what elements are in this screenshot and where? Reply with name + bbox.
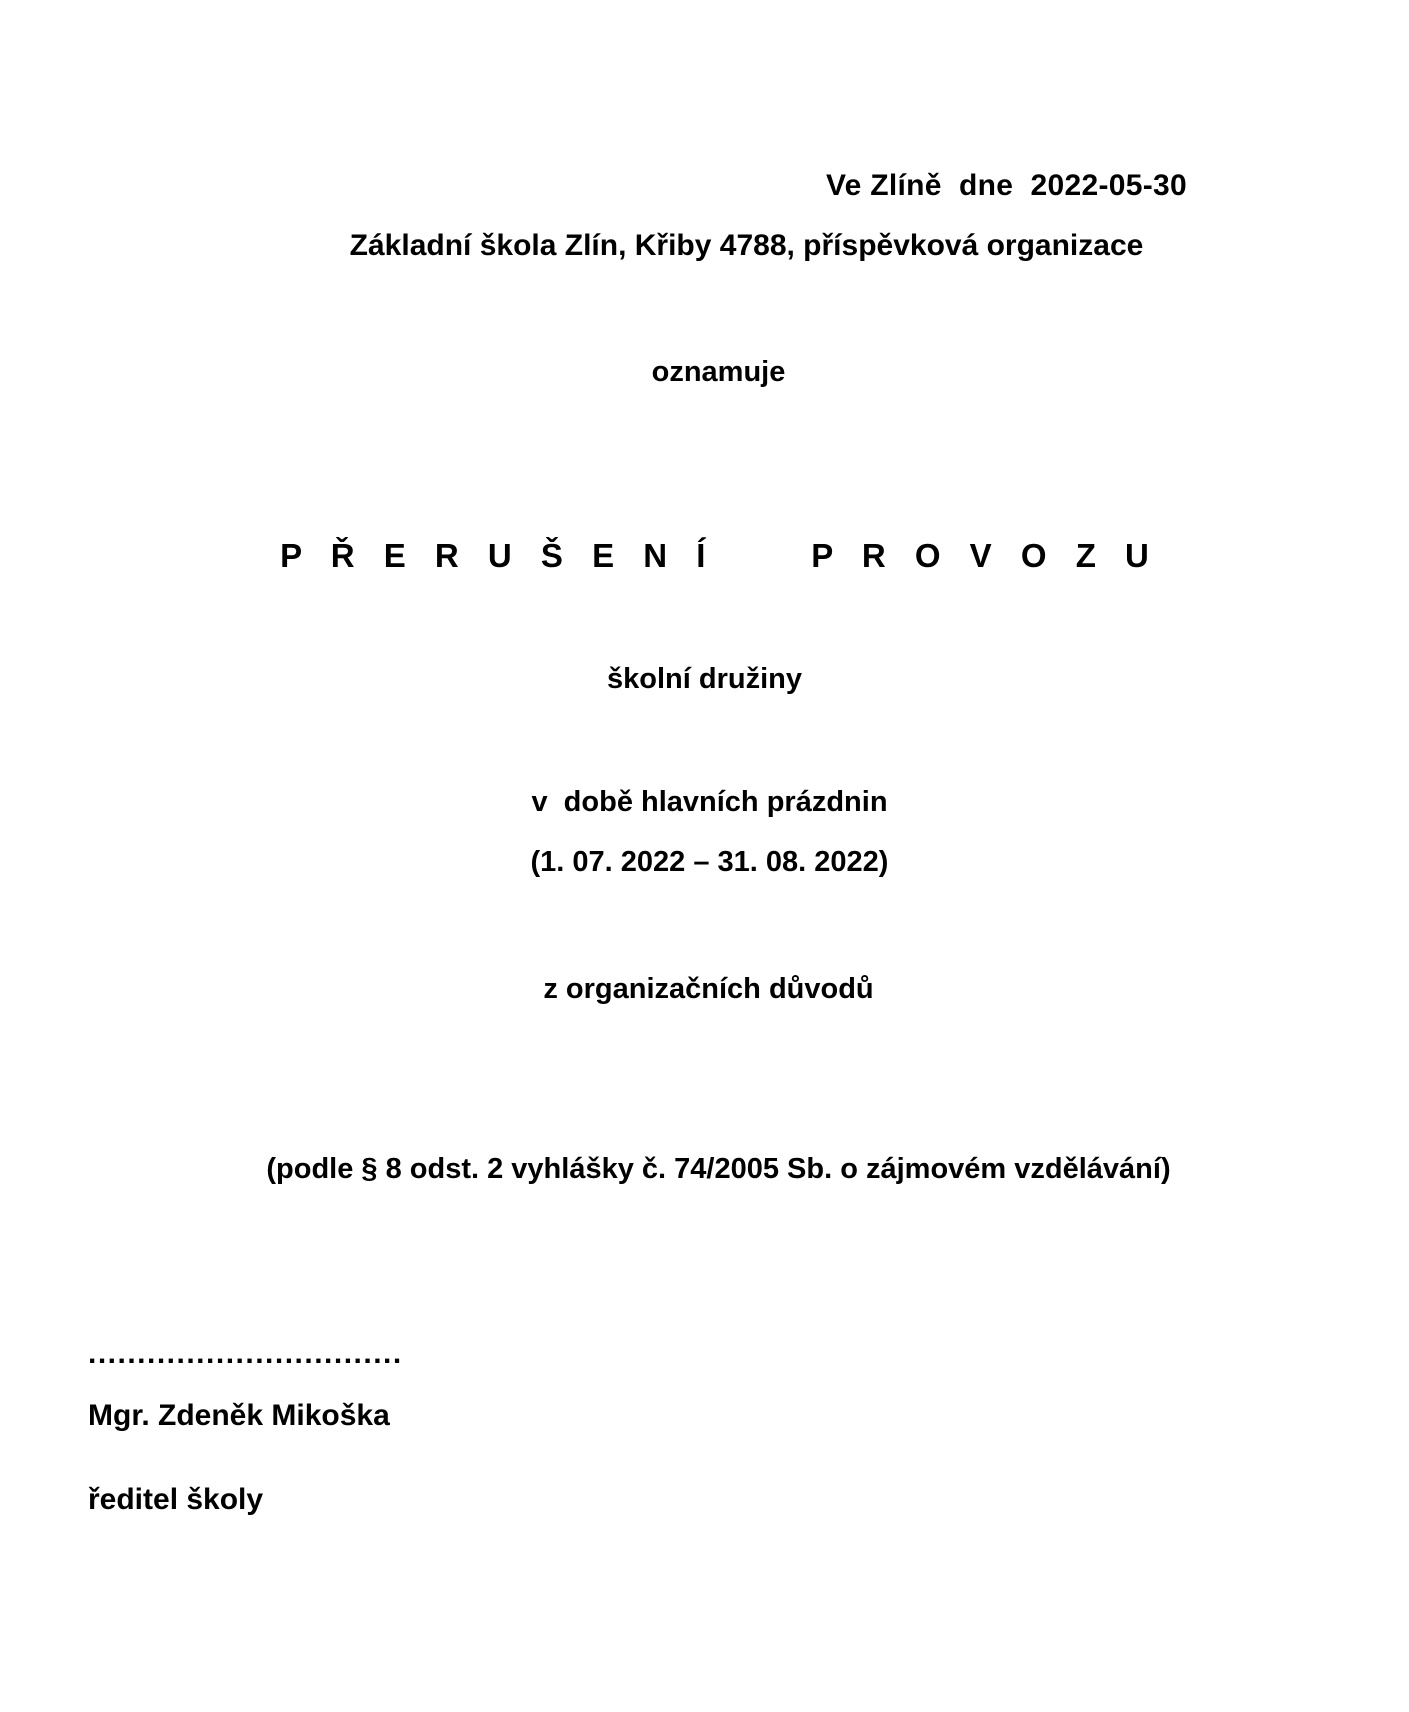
subject-text: školní družiny — [607, 663, 802, 695]
organization-name: Základní škola Zlín, Křiby 4788, příspěvková organizace — [349, 229, 1144, 262]
signature-line-dots: ................................ — [88, 1337, 403, 1370]
period-text: v době hlavních prázdnin — [531, 786, 888, 818]
place-and-date: Ve Zlíně dne 2022-05-30 — [825, 169, 1187, 202]
period-dates: (1. 07. 2022 – 31. 08. 2022) — [530, 846, 889, 878]
signatory-name: Mgr. Zdeněk Mikoška — [88, 1399, 390, 1432]
document-title: P Ř E R U Š E N Í P R O V O Z U — [280, 537, 1159, 574]
reason-text: z organizačních důvodů — [543, 973, 874, 1005]
announces-text: oznamuje — [651, 356, 786, 388]
legal-reference: (podle § 8 odst. 2 vyhlášky č. 74/2005 Sb. o zájmovém vzdělávání) — [266, 1153, 1171, 1185]
signatory-role: ředitel školy — [88, 1483, 264, 1516]
